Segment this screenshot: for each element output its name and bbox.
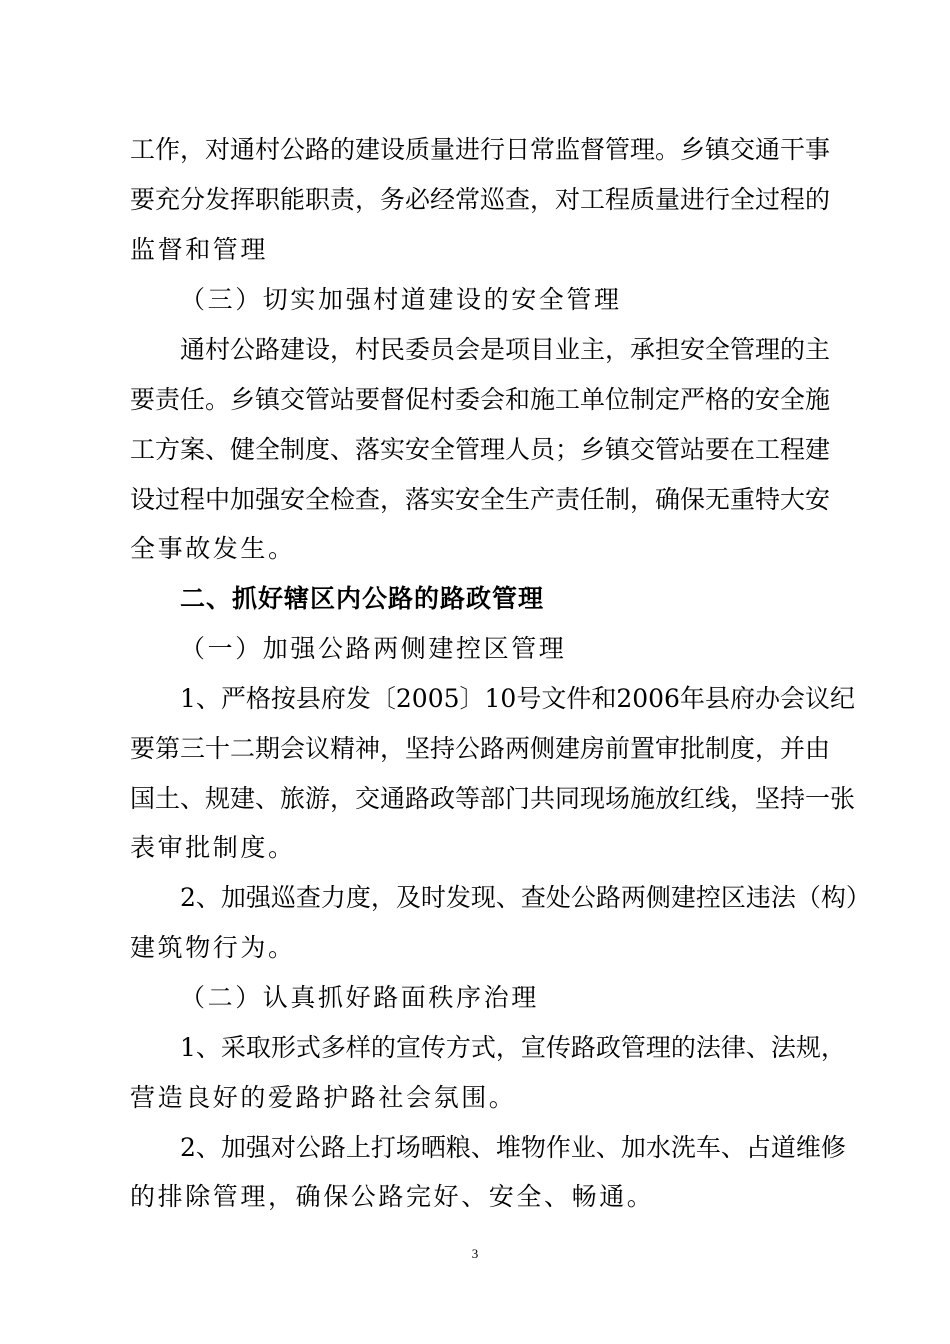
paragraph-line: 表审批制度。: [130, 833, 296, 862]
paragraph-line: 通村公路建设，村民委员会是项目业主，承担安全管理的主: [180, 335, 831, 364]
section-subheading: （三）切实加强村道建设的安全管理: [180, 285, 622, 314]
paragraph-line: 工方案、健全制度、落实安全管理人员；乡镇交管站要在工程建: [130, 435, 831, 464]
section-subheading: （一）加强公路两侧建控区管理: [180, 634, 567, 663]
paragraph-line: 建筑物行为。: [130, 933, 296, 962]
paragraph-line: 要充分发挥职能职责，务必经常巡查，对工程质量进行全过程的: [130, 185, 831, 214]
paragraph-line: 要第三十二期会议精神，坚持公路两侧建房前置审批制度，并由: [130, 734, 831, 763]
paragraph-line: 全事故发生。: [130, 534, 296, 563]
section-subheading: （二）认真抓好路面秩序治理: [180, 983, 539, 1012]
paragraph-line: 要责任。乡镇交管站要督促村委会和施工单位制定严格的安全施: [130, 385, 831, 414]
paragraph-line: 1、严格按县府发〔2005〕10号文件和2006年县府办会议纪: [180, 684, 855, 713]
section-heading: 二、抓好辖区内公路的路政管理: [180, 584, 545, 613]
paragraph-line: 2、加强巡查力度，及时发现、查处公路两侧建控区违法（构）: [180, 883, 871, 912]
paragraph-line: 的排除管理，确保公路完好、安全、畅通。: [130, 1182, 655, 1211]
paragraph-line: 1、采取形式多样的宣传方式，宣传路政管理的法律、法规，: [180, 1033, 846, 1062]
paragraph-line: 工作，对通村公路的建设质量进行日常监督管理。乡镇交通干事: [130, 135, 831, 164]
paragraph-line: 监督和管理: [130, 235, 269, 264]
paragraph-line: 国土、规建、旅游，交通路政等部门共同现场施放红线，坚持一张: [130, 784, 856, 813]
paragraph-line: 营造良好的爱路护路社会氛围。: [130, 1083, 517, 1112]
paragraph-line: 设过程中加强安全检查，落实安全生产责任制，确保无重特大安: [130, 485, 831, 514]
paragraph-line: 2、加强对公路上打场晒粮、堆物作业、加水洗车、占道维修: [180, 1133, 846, 1162]
page-number: 3: [471, 1246, 479, 1261]
